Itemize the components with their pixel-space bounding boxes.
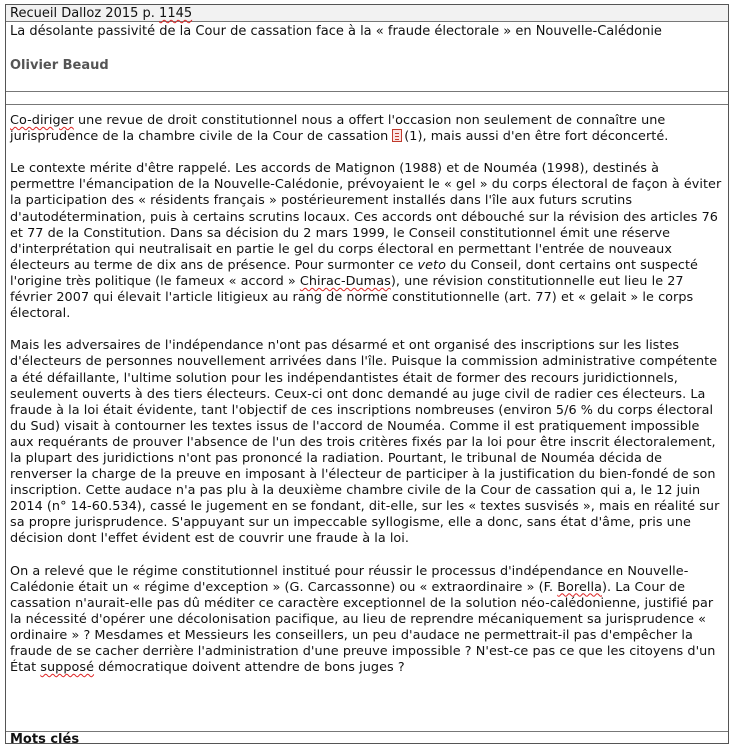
paragraph-text: Le contexte mérite d'être rappelé. Les accords de Matignon (1988) et de Nouméa (1998), destinés à permettre l'émancipation de la Nouvelle-Calédonie, prévoyaient le « gel » du corps électoral de façon à éviter la participation des « résidents français » postérieurement installés dans l'île aux futurs scrutins d'autodétermination, puis à certains scrutins locaux. Ces accords ont débouché sur la révision des articles 76 et 77 de la Constitution. Dans sa décision du 2 mars 1999, le Conseil constitutionnel émit une réserve d'interprétation qui neutralisait en partie le gel du corps électoral en permettant l'entrée de nouveaux électeurs au terme de dix ans de présence. Pour surmonter ce — [10, 161, 722, 273]
paragraph-text: , mais aussi d'en être fort déconcerté. — [422, 129, 669, 145]
paragraph-text: démocratique doivent attendre de bons juges ? — [94, 660, 405, 676]
italic-term: veto — [417, 257, 446, 273]
footnote-link[interactable]: (1) — [404, 129, 423, 145]
misspelled-word: Co-diriger — [10, 113, 74, 128]
paragraph-text: une revue de droit constitutionnel nous a offert l'occasion non seulement de connaître une jurisprudence de la chambre civile de la Cour de cassation — [10, 113, 666, 145]
paragraph-text: ). La Cour de cassation n'aurait-elle pas dû méditer ce caractère exceptionnel de la solution néo-calédonienne, justifié par la nécessité d'opérer une décolonisation pacifique, au lieu de reprendre mécaniquement sa jurisprudence « ordinaire » ? Mesdames et Messieurs les conseillers, un peu d'audace ne permettrait-il pas d'empêcher la fraude de se cacher derrière l'administration d'une preuve impossible ? N'est-ce pas ce que les citoyens d'un État — [10, 579, 716, 676]
source-page: 1145 — [159, 6, 193, 21]
footnote-icon[interactable] — [392, 129, 402, 142]
paragraph-1 — [10, 113, 724, 145]
article-title: La désolante passivité de la Cour de cassation face à la « fraude électorale » en Nouvelle-Calédonie — [10, 24, 662, 39]
article-author: Olivier Beaud — [10, 58, 109, 73]
source-journal: Recueil Dalloz 2015 p. — [10, 6, 155, 21]
paragraph-text: ), une révision constitutionnelle eut lieu le 27 février 2007 qui élevait l'article litigieux au rang de norme constitutionnelle (art. 77) et « gelait » le corps électoral. — [10, 273, 694, 322]
misspelled-word: Chirac-Dumas — [299, 273, 391, 289]
paragraph-2 — [10, 161, 724, 322]
next-section-heading: Mots clés — [10, 732, 80, 747]
paragraph-4 — [10, 564, 724, 677]
paragraph-text: du Conseil, dont certains ont suspecté l'origine très politique (le fameux « accord » — [10, 257, 698, 289]
article-body — [6, 105, 728, 732]
paragraph-text: On a relevé que le régime constitutionnel institué pour réussir le processus d'indépendance en Nouvelle-Calédonie était un « régime d'exception » (G. Carcassonne) ou « extraordinaire » (F. — [10, 563, 689, 595]
header-row — [6, 22, 728, 92]
misspelled-word: supposé — [40, 660, 95, 676]
spacer-row — [6, 92, 728, 105]
source-row — [6, 5, 728, 22]
misspelled-word: Borella — [557, 579, 602, 595]
paragraph-3: Mais les adversaires de l'indépendance n'ont pas désarmé et ont organisé des inscriptions sur les listes d'électeurs de personnes nouvellement arrivées dans l'île. Puisque la commission administrative compétente a été défaillante, l'ultime solution pour les indépendantistes était de former des recours juridictionnels, seulement ouverts à des tiers électeurs. Ceux-ci ont donc demandé au juge civil de radier ces électeurs. La fraude à la loi était évidente, tant l'objectif de ces inscriptions nombreuses (environ 5/6 % du corps électoral du Sud) visait à contourner les textes issus de l'accord de Nouméa. Comme il est pratiquement impossible aux requérants de prouver l'absence de l'un des trois critères fixés par la loi pour être inscrit électoralement, la plupart des juridictions n'ont pas prononcé la radiation. Pourtant, le tribunal de Nouméa décida de renverser la charge de la preuve en imposant à l'électeur de participer à la justification du bien-fondé de son inscription. Cette audace n'a pas plu à la deuxième chambre civile de la Cour de cassation qui a, le 12 juin 2014 (n° 14-60.534), cassé le jugement en se fondant, dit-elle, sur les « textes susvisés », mais en réalité sur sa propre jurisprudence. S'appuyant sur un impeccable syllogisme, elle a donc, sans état d'âme, pris une décision dont l'effet évident est de couvrir une fraude à la loi. — [10, 338, 720, 547]
article-table — [5, 4, 729, 747]
